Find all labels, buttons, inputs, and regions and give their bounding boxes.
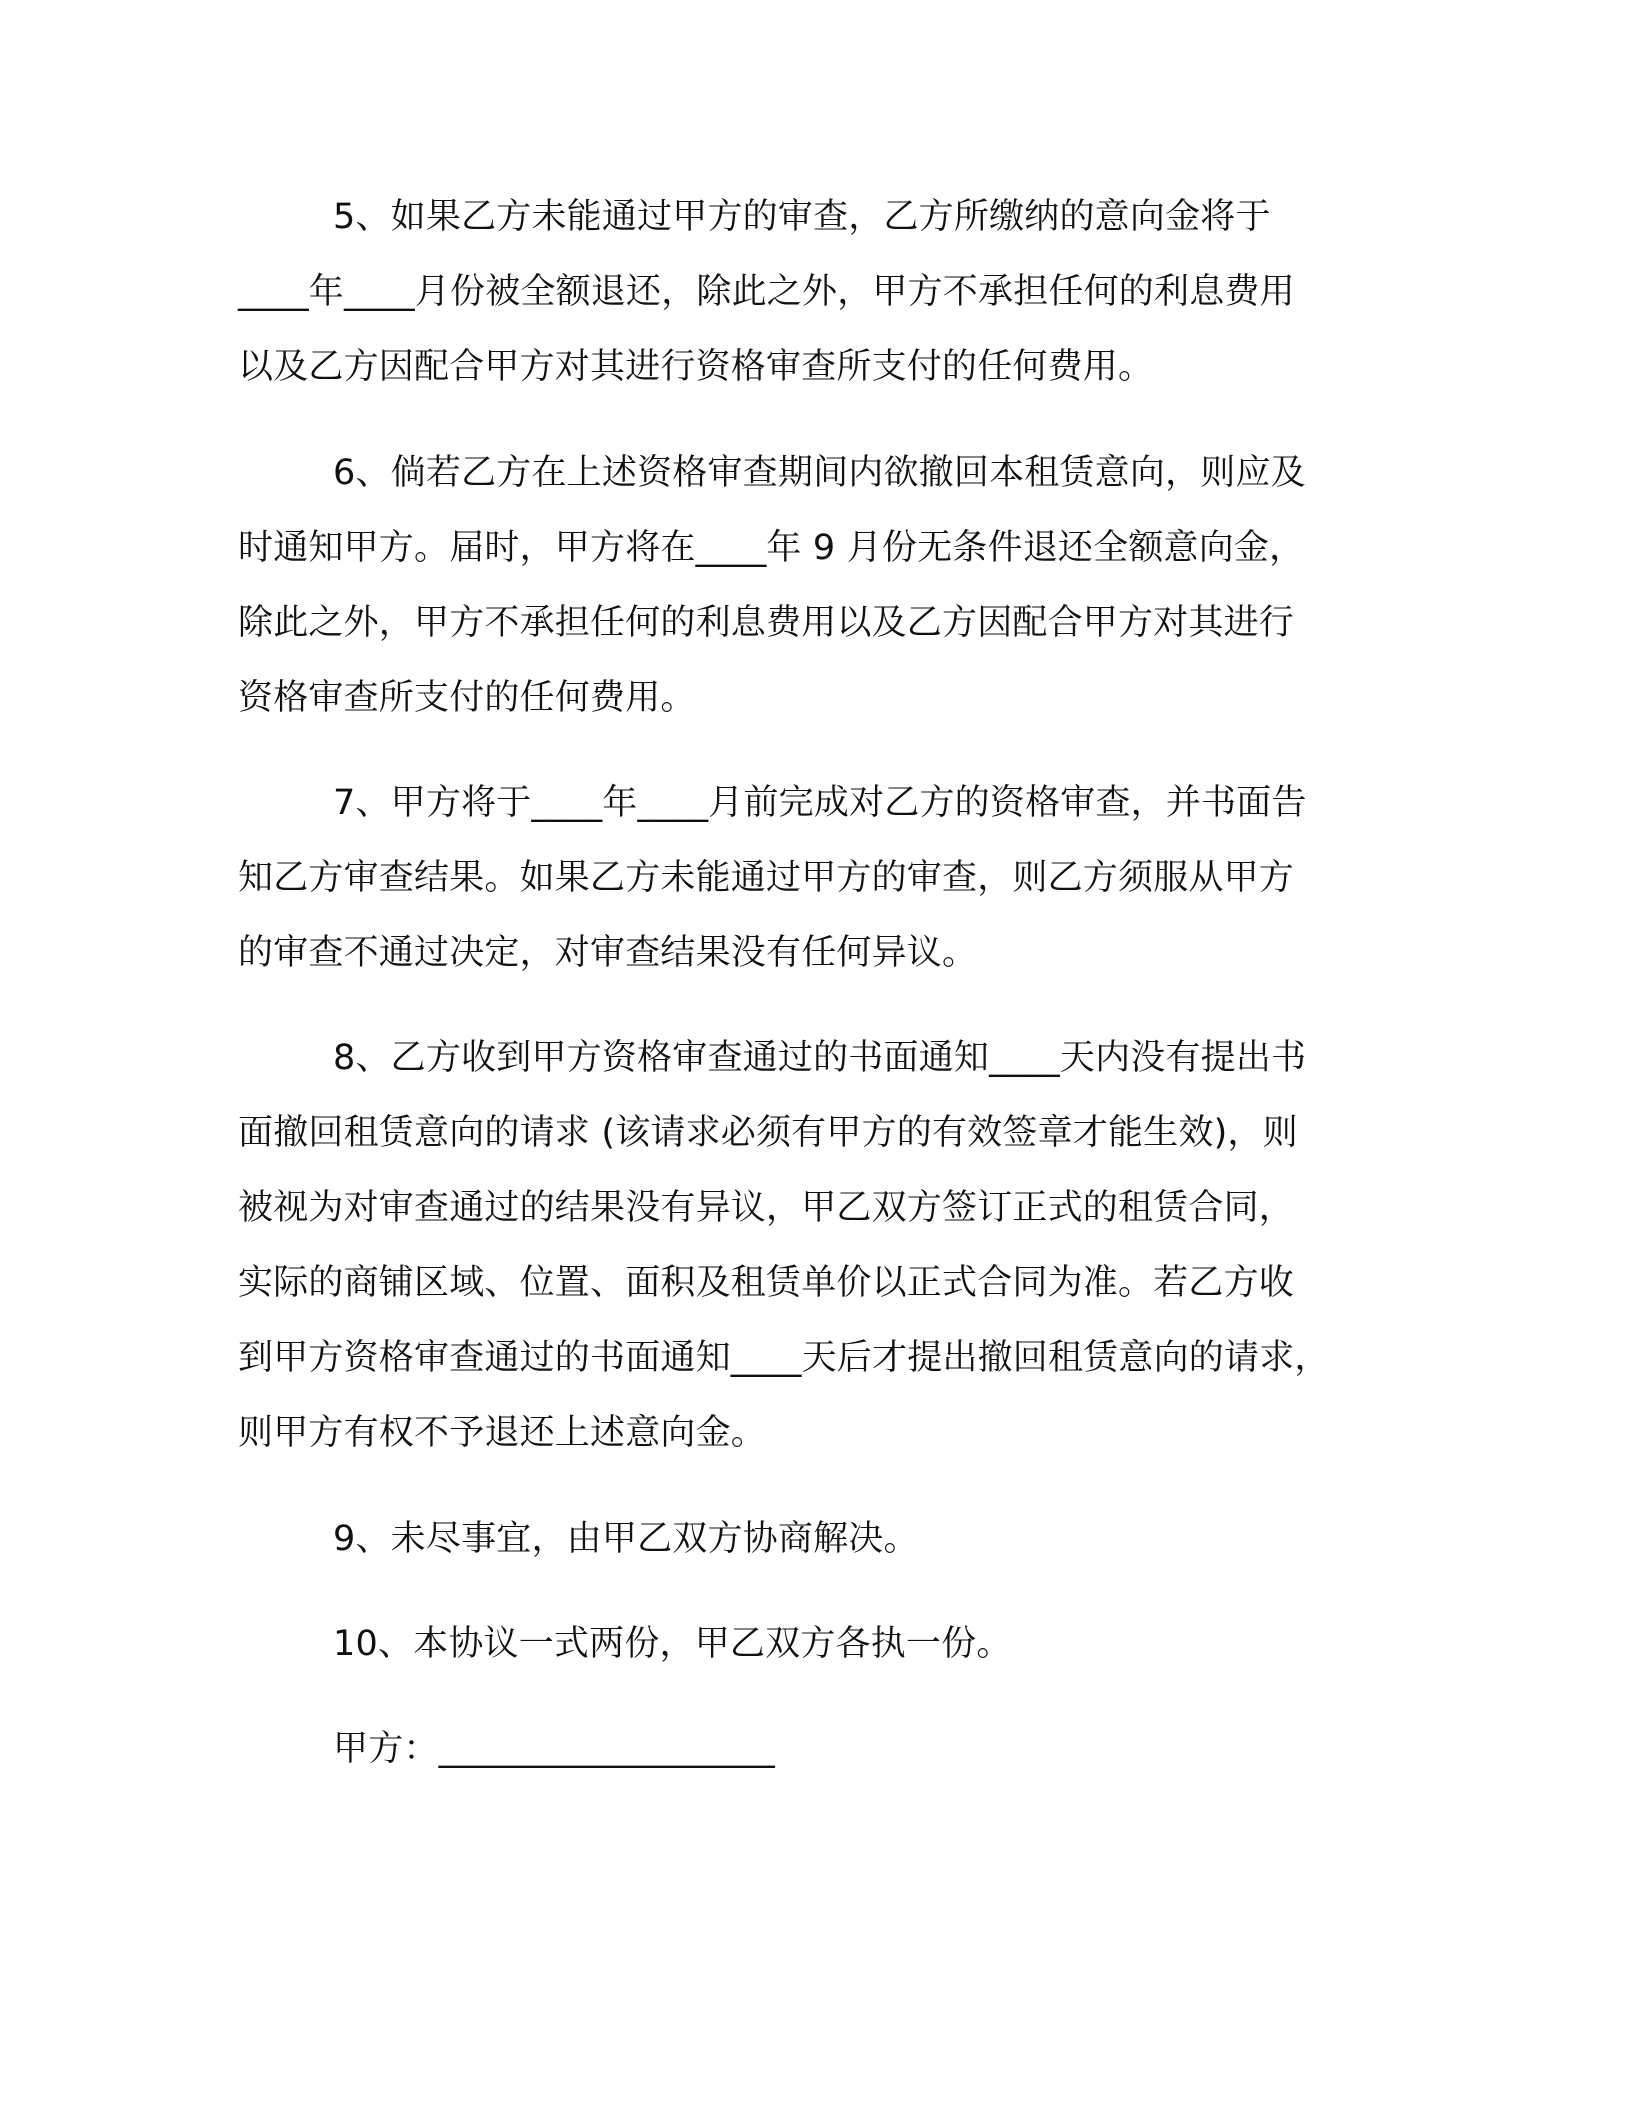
clause-5-line-2: ____年____月份被全额退还，除此之外，甲方不承担任何的利息费用: [238, 272, 1295, 312]
clause-8-line-5: 到甲方资格审查通过的书面通知____天后才提出撤回租赁意向的请求，: [238, 1338, 1330, 1378]
clause-8-line-4: 实际的商铺区域、位置、面积及租赁单价以正式合同为准。若乙方收: [238, 1263, 1295, 1303]
clause-10-line-1: 10、本协议一式两份，甲乙双方各执一份。: [333, 1624, 1012, 1664]
clause-9-line-1: 9、未尽事宜，由甲乙双方协商解决。: [333, 1519, 919, 1559]
clause-5-line-3: 以及乙方因配合甲方对其进行资格审查所支付的任何费用。: [238, 347, 1154, 387]
clause-8-line-1: 8、乙方收到甲方资格审查通过的书面通知____天内没有提出书: [333, 1038, 1307, 1078]
clause-8-line-2: 面撤回租赁意向的请求 (该请求必须有甲方的有效签章才能生效)，则: [238, 1113, 1298, 1153]
clause-8-line-6: 则甲方有权不予退还上述意向金。: [238, 1413, 767, 1453]
clause-5-line-1: 5、如果乙方未能通过甲方的审查，乙方所缴纳的意向金将于: [333, 197, 1271, 237]
clause-8-line-3: 被视为对审查通过的结果没有异议，甲乙双方签订正式的租赁合同，: [238, 1188, 1295, 1228]
clause-7-line-1: 7、甲方将于____年____月前完成对乙方的资格审查，并书面告: [333, 783, 1307, 823]
clause-6-line-2: 时通知甲方。届时，甲方将在____年 9 月份无条件退还全额意向金，: [238, 528, 1305, 568]
clause-7-line-3: 的审查不通过决定，对审查结果没有任何异议。: [238, 933, 978, 973]
clause-6-line-1: 6、倘若乙方在上述资格审查期间内欲撤回本租赁意向，则应及: [333, 453, 1306, 493]
clause-6-line-4: 资格审查所支付的任何费用。: [238, 678, 696, 718]
party-a-signature-line: 甲方：___________________: [333, 1729, 775, 1769]
clause-7-line-2: 知乙方审查结果。如果乙方未能通过甲方的审查，则乙方须服从甲方: [238, 858, 1295, 898]
clause-6-line-3: 除此之外，甲方不承担任何的利息费用以及乙方因配合甲方对其进行: [238, 603, 1295, 643]
